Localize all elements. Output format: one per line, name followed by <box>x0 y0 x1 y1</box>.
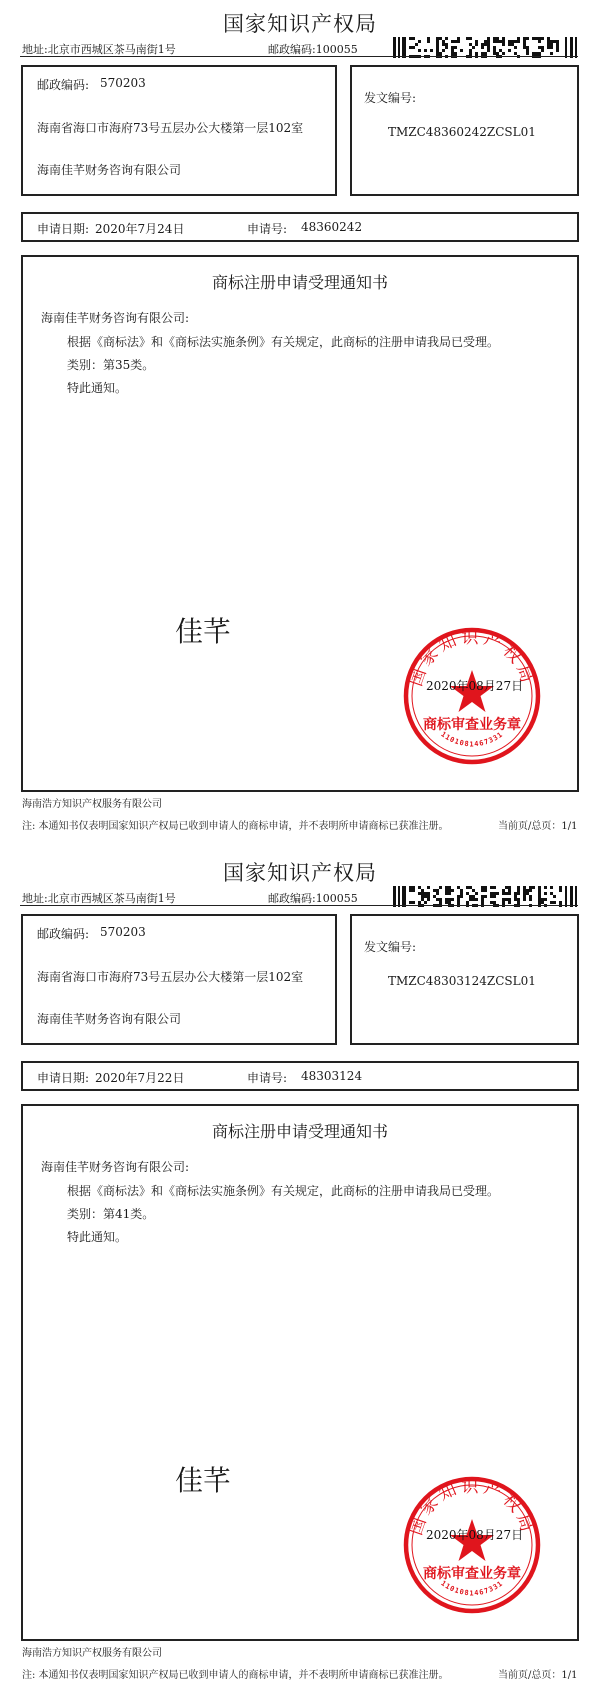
page-indicator: 当前页/总页：1/1 <box>498 821 578 832</box>
applicant-mark: 佳芊 <box>174 615 231 648</box>
svg-text:1101081467331: 1101081467331 <box>439 1579 505 1598</box>
reference-number: TMZC48303124ZCSL01 <box>388 974 536 988</box>
agent-name: 海南浩方知识产权服务有限公司 <box>22 1648 162 1659</box>
reference-box <box>350 914 579 1045</box>
notice-salutation: 海南佳芊财务咨询有限公司: <box>41 1160 190 1174</box>
application-info-box <box>21 1061 579 1091</box>
application-info-box <box>21 212 579 242</box>
recipient-postal-label: 邮政编码: <box>37 78 90 92</box>
header-divider <box>20 905 578 906</box>
office-address: 地址:北京市西城区茶马南街1号 <box>22 892 176 905</box>
recipient-company: 海南佳芊财务咨询有限公司 <box>37 163 182 177</box>
official-seal-icon <box>402 1475 542 1615</box>
recipient-box <box>21 65 337 196</box>
seal-date: 2020年08月27日 <box>426 679 524 693</box>
recipient-postal-code: 570203 <box>100 925 146 939</box>
seal-date: 2020年08月27日 <box>426 1528 524 1542</box>
header-divider <box>20 56 578 57</box>
application-date-label: 申请日期: <box>37 1071 90 1085</box>
recipient-address: 海南省海口市海府73号五层办公大楼第一层102室 <box>37 970 304 984</box>
notice-class: 类别：第41类。 <box>67 1207 155 1221</box>
notice-box <box>21 1104 579 1641</box>
svg-text:商标审查业务章: 商标审查业务章 <box>423 1566 521 1582</box>
applicant-mark: 佳芊 <box>174 1464 231 1497</box>
application-date: 2020年7月22日 <box>95 1071 185 1085</box>
notice-body: 根据《商标法》和《商标法实施条例》有关规定，此商标的注册申请我局已受理。 <box>67 1184 500 1198</box>
application-number-label: 申请号: <box>247 1071 288 1085</box>
notice-class: 类别：第35类。 <box>67 358 155 372</box>
application-number: 48303124 <box>301 1069 363 1083</box>
official-seal-icon <box>402 626 542 766</box>
page-indicator: 当前页/总页：1/1 <box>498 1670 578 1681</box>
office-postal: 邮政编码:100055 <box>268 43 358 56</box>
reference-number: TMZC48360242ZCSL01 <box>388 125 536 139</box>
notice-box <box>21 255 579 792</box>
notice-page-2 <box>0 849 600 1698</box>
office-title: 国家知识产权局 <box>223 861 377 885</box>
reference-label: 发文编号: <box>364 940 417 954</box>
reference-label: 发文编号: <box>364 91 417 105</box>
notice-title: 商标注册申请受理通知书 <box>211 1122 388 1141</box>
recipient-address: 海南省海口市海府73号五层办公大楼第一层102室 <box>37 121 304 135</box>
barcode-icon <box>393 37 577 58</box>
svg-text:商标审查业务章: 商标审查业务章 <box>423 717 521 733</box>
barcode-icon <box>393 886 577 907</box>
application-date-label: 申请日期: <box>37 222 90 236</box>
application-number-label: 申请号: <box>247 222 288 236</box>
notice-title: 商标注册申请受理通知书 <box>211 273 388 292</box>
recipient-box <box>21 914 337 1045</box>
footer-note: 注: 本通知书仅表明国家知识产权局已收到申请人的商标申请，并不表明所申请商标已获准注册。 <box>22 1670 449 1681</box>
office-postal: 邮政编码:100055 <box>268 892 358 905</box>
notice-salutation: 海南佳芊财务咨询有限公司: <box>41 311 190 325</box>
recipient-postal-code: 570203 <box>100 76 146 90</box>
notice-closing: 特此通知。 <box>67 381 128 395</box>
reference-box <box>350 65 579 196</box>
agent-name: 海南浩方知识产权服务有限公司 <box>22 799 162 810</box>
svg-text:1101081467331: 1101081467331 <box>439 730 505 749</box>
application-number: 48360242 <box>301 220 363 234</box>
recipient-postal-label: 邮政编码: <box>37 927 90 941</box>
svg-text:国家知识产权局: 国家知识产权局 <box>406 1476 538 1538</box>
notice-body: 根据《商标法》和《商标法实施条例》有关规定，此商标的注册申请我局已受理。 <box>67 335 500 349</box>
office-address: 地址:北京市西城区茶马南街1号 <box>22 43 176 56</box>
footer-note: 注: 本通知书仅表明国家知识产权局已收到申请人的商标申请，并不表明所申请商标已获准注册。 <box>22 821 449 832</box>
svg-text:国家知识产权局: 国家知识产权局 <box>406 627 538 689</box>
recipient-company: 海南佳芊财务咨询有限公司 <box>37 1012 182 1026</box>
office-title: 国家知识产权局 <box>223 12 377 36</box>
application-date: 2020年7月24日 <box>95 222 185 236</box>
notice-closing: 特此通知。 <box>67 1230 128 1244</box>
